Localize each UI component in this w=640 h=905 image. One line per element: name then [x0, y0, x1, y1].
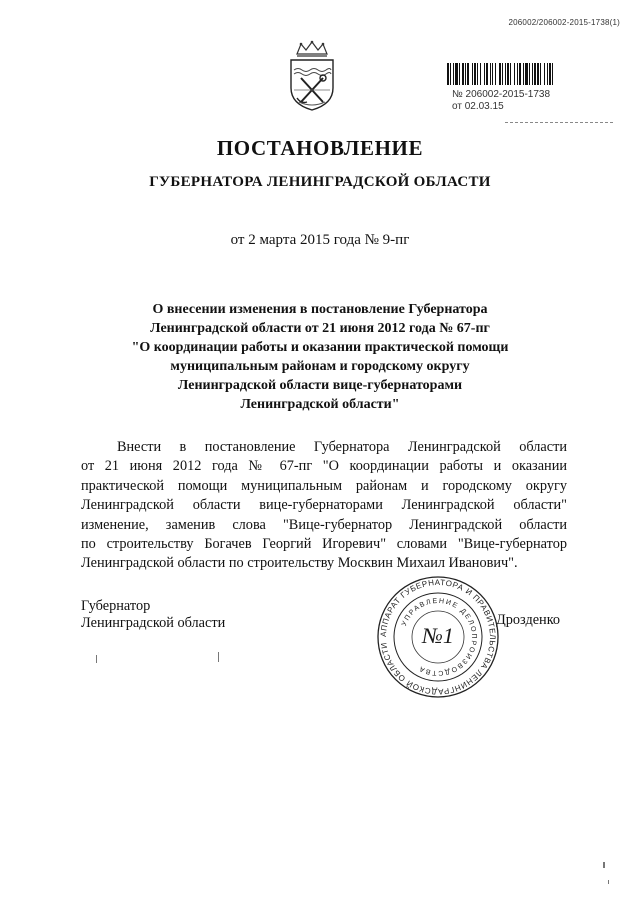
body-line: от 21 июня 2012 года № 67-пг "О координации работы и оказании	[81, 458, 567, 475]
registration-number: № 206002-2015-1738	[452, 89, 551, 100]
scan-mark	[96, 655, 97, 663]
barcode-bar	[532, 63, 533, 85]
barcode-bar	[502, 63, 503, 85]
barcode-bar	[517, 63, 518, 85]
barcode-bar	[474, 63, 476, 85]
heading-line: Ленинградской области"	[240, 397, 400, 412]
heading-line: "О координации работы и оказании практической помощи	[131, 340, 509, 355]
document-subtitle: ГУБЕРНАТОРА ЛЕНИНГРАДСКОЙ ОБЛАСТИ	[149, 174, 491, 190]
barcode-bar	[525, 63, 528, 85]
body-line: Ленинградской области вице-губернаторами Ленинградской области"	[81, 497, 567, 514]
barcode-bar	[537, 63, 539, 85]
barcode-bar	[472, 63, 473, 85]
barcode-bar	[462, 63, 464, 85]
barcode-bar	[523, 63, 524, 85]
barcode-bar	[519, 63, 521, 85]
barcode-bar	[552, 63, 553, 85]
barcode-bar	[529, 63, 530, 85]
barcode-bar	[447, 63, 449, 85]
heading-line: Ленинградской области вице-губернаторами	[177, 378, 463, 393]
heading-line: муниципальным районам и городскому округу	[170, 359, 470, 374]
barcode-bar	[495, 63, 496, 85]
signatory-position: Губернатор	[81, 598, 151, 614]
barcode-bar	[459, 63, 460, 85]
resolution-heading	[110, 300, 530, 414]
barcode-bar	[477, 63, 478, 85]
scan-mark	[608, 880, 609, 884]
barcode-bar	[490, 63, 491, 85]
barcode-bar	[507, 63, 509, 85]
signatory-name: Дрозденко	[496, 612, 561, 628]
barcode-icon	[447, 63, 613, 85]
barcode-bar	[480, 63, 481, 85]
heading-line: Ленинградской области от 21 июня 2012 года № 67-пг	[150, 321, 490, 336]
barcode-bar	[540, 63, 541, 85]
barcode-bar	[499, 63, 501, 85]
body-line: изменение, заменив слова "Вице-губернатор Ленинградской области	[81, 516, 567, 533]
stamp-ring-text: АППАРАТ ГУБЕРНАТОРА И ПРАВИТЕЛЬСТВА ЛЕНИНГРАДСКОЙ ОБЛАСТИ	[378, 577, 498, 697]
barcode-bar	[510, 63, 511, 85]
scan-mark	[603, 862, 605, 868]
barcode-bar	[486, 63, 488, 85]
official-stamp-icon	[376, 575, 500, 699]
divider	[505, 122, 613, 123]
barcode-bar	[455, 63, 458, 85]
body-paragraph	[81, 438, 567, 574]
document-code: 206002/206002-2015-1738(1)	[508, 18, 620, 27]
scan-mark	[218, 652, 219, 662]
stamp-inner-text: УПРАВЛЕНИЕ ДЕЛОПРОИЗВОДСТВА	[400, 597, 478, 677]
registration-date: от 02.03.15	[452, 101, 504, 112]
body-line: по строительству Богачев Георгий Игоревич" словами "Вице-губернатор	[81, 536, 567, 553]
barcode-bar	[450, 63, 451, 85]
body-line: Внести в постановление Губернатора Ленинградской области	[117, 439, 567, 455]
barcode-bar	[547, 63, 548, 85]
barcode-bar	[514, 63, 515, 85]
stamp-number: №1	[422, 623, 454, 648]
signatory-region: Ленинградской области	[81, 615, 226, 631]
body-line: практической помощи муниципальным районам и городскому округу	[81, 477, 567, 494]
barcode-bar	[534, 63, 536, 85]
barcode-bar	[453, 63, 454, 85]
barcode-bar	[505, 63, 506, 85]
document-title: ПОСТАНОВЛЕНИЕ	[216, 136, 424, 160]
body-line: Ленинградской области по строительству Москвин Михаил Иванович".	[81, 555, 518, 572]
barcode-bar	[465, 63, 466, 85]
document-date: от 2 марта 2015 года № 9-пг	[230, 232, 410, 248]
barcode-bar	[544, 63, 545, 85]
heading-line: О внесении изменения в постановление Губернатора	[152, 302, 488, 317]
coat-of-arms-icon	[285, 40, 339, 112]
barcode-bar	[492, 63, 493, 85]
barcode-bar	[467, 63, 469, 85]
barcode-bar	[484, 63, 485, 85]
barcode-bar	[549, 63, 551, 85]
